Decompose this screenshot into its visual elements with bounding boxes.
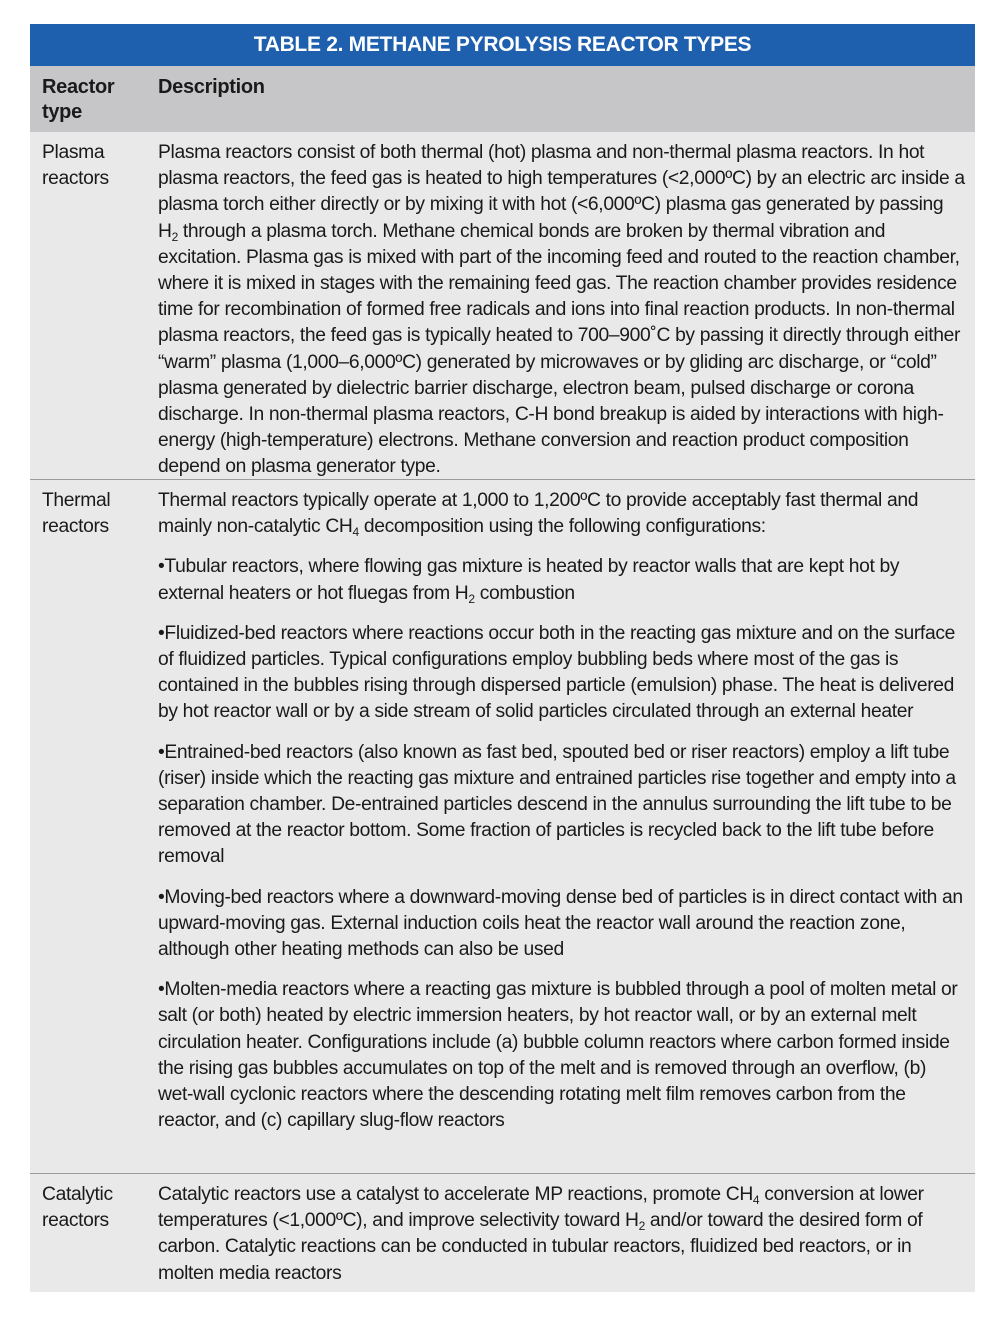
moving-bullet: •Moving-bed reactors where a downward-moving dense bed of particles is in direct contact with an upward-moving gas. External induction coils heat the reactor wall around the reaction zone, although other heating methods can also be used — [158, 886, 963, 961]
thermal-intro-part-b: decomposition using the following configurations: — [358, 516, 766, 538]
catalytic-description — [158, 1182, 965, 1287]
reactor-type-line1: Thermal — [42, 490, 111, 511]
thermal-intro — [158, 488, 965, 540]
header-reactor-type — [30, 66, 158, 132]
subscript: 2 — [638, 1219, 645, 1234]
subscript: 4 — [352, 525, 359, 540]
tubular-part-a: •Tubular reactors, where flowing gas mixture is heated by reactor walls that are kept hot by external heaters or hot fluegas from H — [158, 556, 900, 604]
reactor-type-line2: reactors — [42, 516, 109, 538]
table-row-catalytic — [30, 1174, 975, 1293]
catalytic-desc-part-b: conversion at lower temperatures (<1,000ºC), and improve selectivity toward H — [158, 1184, 924, 1232]
molten-bullet: •Molten-media reactors where a reacting gas mixture is bubbled through a pool of molten metal or salt (or both) heated by electric immersion heaters, by hot reactor wall, or by an external melt circulation heater. Configurations include (a) bubble column reactors where carbon formed inside the rising gas bubbles accumulates on top of the melt and is removed through an overflow, (b) wet-wall cyclonic reactors where the descending rotating melt film removes carbon from the reactor, and (c) capillary slug-flow reactors — [158, 979, 958, 1132]
table-row-plasma — [30, 132, 975, 480]
catalytic-desc-part-c: and/or toward the desired form of carbon. Catalytic reactions can be conducted in tubular reactors, fluidized bed reactors, or in molten media reactors — [158, 1210, 923, 1284]
thermal-intro-part-a: Thermal reactors typically operate at 1,000 to 1,200ºC to provide acceptably fast thermal and mainly non-catalytic CH — [158, 490, 919, 538]
tubular-part-b: combustion — [474, 582, 575, 604]
subscript: 2 — [171, 229, 178, 244]
table-row-thermal — [30, 480, 975, 1174]
plasma-desc-part-a: Plasma reactors consist of both thermal (hot) plasma and non-thermal plasma reactors. In hot plasma reactors, the feed gas is heated to high temperatures (<2,000ºC) by an electric arc inside a plasma torch either directly or by mixing it with hot (<6,000ºC) plasma gas generated by passing H — [158, 142, 965, 242]
fluidized-bullet: •Fluidized-bed reactors where reactions occur both in the reacting gas mixture and on the surface of fluidized particles. Typical configurations employ bubbling beds where most of the gas is contained in the bubbles rising through dispersed particle (emulsion) phase. The heat is delivered by hot reactor wall or by a side stream of solid particles circulated through an external heater — [158, 622, 955, 723]
reactor-types-table — [30, 24, 975, 1292]
description-cell — [158, 1174, 975, 1293]
reactor-type-cell — [30, 480, 158, 1173]
reactor-type-line1: Plasma — [42, 142, 105, 163]
reactor-type-line1: Catalytic — [42, 1184, 113, 1205]
plasma-desc-part-b: through a plasma torch. Methane chemical bonds are broken by thermal vibration and excitation. Plasma gas is mixed with part of the incoming feed and routed to the reaction chamber, where it is mixed in stages with the remaining feed gas. The reaction chamber provides residence time for recombination of formed free radicals and ions into final reaction products. In non-thermal plasma reactors, the feed gas is typically heated to 700–900˚C by passing it directly through either “warm” plasma (1,000–6,000ºC) generated by microwaves or by gliding arc discharge, or “cold” plasma generated by dielectric barrier discharge, electron beam, pulsed discharge or corona discharge. In non-thermal plasma reactors, C-H bond breakup is aided by interactions with high-energy (high-temperature) electrons. Methane conversion and reaction product composition depend on plasma generator type. — [158, 220, 961, 478]
header-description: Description — [158, 76, 265, 98]
header-reactor-type-line2: type — [42, 101, 82, 123]
reactor-type-cell — [30, 132, 158, 479]
subscript: 2 — [468, 591, 475, 606]
description-cell — [158, 480, 975, 1173]
reactor-type-line2: reactors — [42, 168, 109, 190]
reactor-type-cell — [30, 1174, 158, 1293]
table-title: TABLE 2. METHANE PYROLYSIS REACTOR TYPES — [30, 24, 975, 66]
entrained-bullet: •Entrained-bed reactors (also known as fast bed, spouted bed or riser reactors) employ a lift tube (riser) inside which the reacting gas mixture and entrained particles rise together and empty into a separation chamber. De-entrained particles descend in the annulus surrounding the lift tube to be removed at the reactor bottom. Some fraction of particles is recycled back to the lift tube before removal — [158, 741, 956, 868]
reactor-type-line2: reactors — [42, 1210, 109, 1232]
header-reactor-type-line1: Reactor — [42, 76, 115, 98]
catalytic-desc-part-a: Catalytic reactors use a catalyst to accelerate MP reactions, promote CH — [158, 1184, 753, 1205]
subscript: 4 — [752, 1193, 760, 1207]
description-cell — [158, 132, 975, 479]
table-header-row — [30, 66, 975, 132]
tubular-bullet — [158, 554, 965, 606]
plasma-description — [158, 140, 965, 481]
